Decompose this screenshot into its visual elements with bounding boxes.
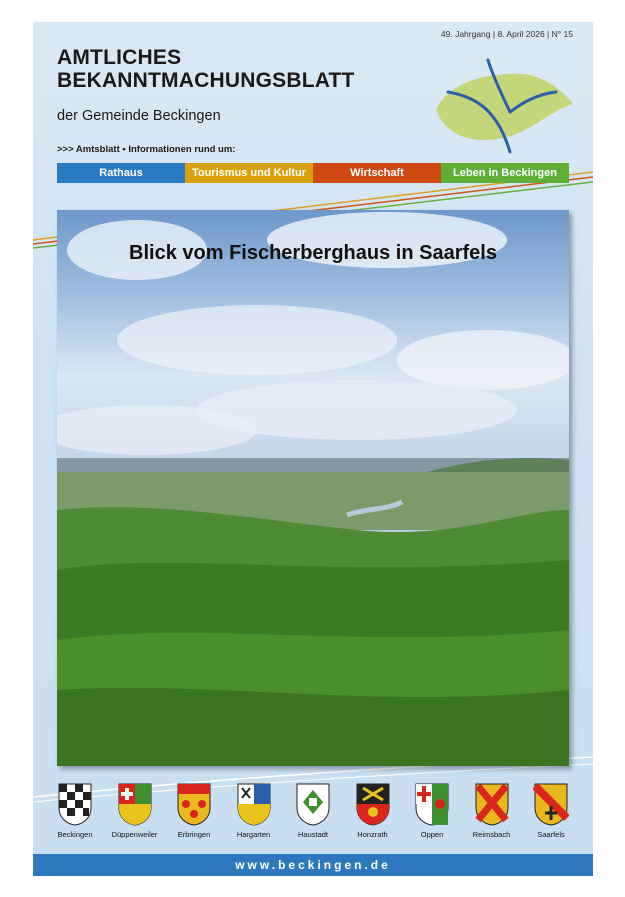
honzrath-crest-icon: [355, 782, 391, 826]
masthead-title-line1: AMTLICHES: [57, 46, 182, 69]
crest-label: Beckingen: [57, 830, 93, 839]
crest-haustadt: [285, 782, 341, 844]
reimsbach-crest-icon: [474, 782, 510, 826]
crest-label: Reimsbach: [472, 830, 511, 839]
nav-item-leben[interactable]: Leben in Beckingen: [441, 163, 569, 183]
crest-hargarten: [226, 782, 282, 844]
erbringen-crest-icon: [176, 782, 212, 826]
crest-reimsbach: [464, 782, 520, 844]
cover-page: [33, 22, 593, 876]
crest-dueppenweiler: [107, 782, 163, 844]
crest-label: Hargarten: [236, 830, 271, 839]
nav-item-tourismus[interactable]: Tourismus und Kultur: [185, 163, 313, 183]
crest-label: Erbringen: [177, 830, 211, 839]
crest-label: Saarfels: [537, 830, 565, 839]
crest-saarfels: [523, 782, 579, 844]
hargarten-crest-icon: [236, 782, 272, 826]
crest-label: Haustadt: [297, 830, 329, 839]
nav-item-wirtschaft[interactable]: Wirtschaft: [313, 163, 441, 183]
village-crests: [47, 782, 579, 844]
landscape-illustration: [57, 210, 569, 766]
cover-photo: [57, 210, 569, 766]
oppen-crest-icon: [414, 782, 450, 826]
crest-beckingen: [47, 782, 103, 844]
masthead-subtitle: der Gemeinde Beckingen: [57, 108, 221, 124]
cover-caption: Blick vom Fischerberghaus in Saarfels: [129, 242, 497, 264]
crest-label: Honzrath: [357, 830, 388, 839]
saarfels-crest-icon: [533, 782, 569, 826]
crest-label: Düppenweiler: [111, 830, 158, 839]
footer-url[interactable]: www.beckingen.de: [33, 854, 593, 876]
nav-item-rathaus[interactable]: Rathaus: [57, 163, 185, 183]
crest-label: Oppen: [420, 830, 444, 839]
dueppenweiler-crest-icon: [117, 782, 153, 826]
beckingen-leaf-logo-icon: [428, 52, 578, 157]
crest-erbringen: [166, 782, 222, 844]
topic-nav: [57, 163, 569, 183]
crest-oppen: [404, 782, 460, 844]
issue-info: 49. Jahrgang | 8. April 2026 | N° 15: [440, 29, 573, 39]
masthead-title-line2: BEKANNTMACHUNGSBLATT: [57, 69, 355, 92]
beckingen-crest-icon: [57, 782, 93, 826]
haustadt-crest-icon: [295, 782, 331, 826]
masthead-title: [57, 46, 355, 92]
crest-honzrath: [345, 782, 401, 844]
tagline: >>> Amtsblatt • Informationen rund um:: [57, 144, 236, 155]
